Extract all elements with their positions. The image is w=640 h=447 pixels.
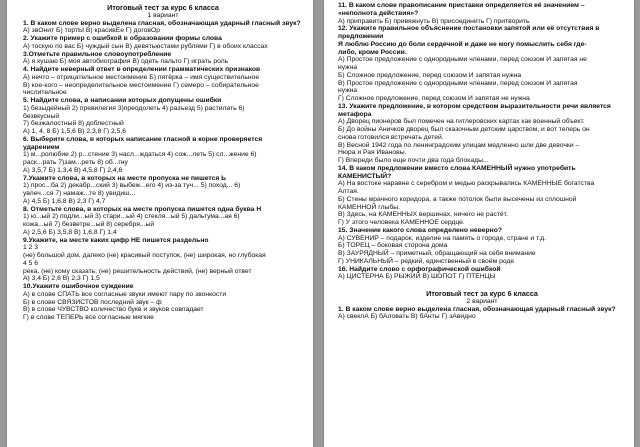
text-line: «неполнота действия»?	[338, 9, 419, 17]
text-line: КАМЕННОЙ глыбы.	[338, 203, 400, 211]
text-line: (не) большой дом, далеко (не) красивый поступок, (не) широкая, но глубокая	[23, 252, 266, 259]
text-line: В) в слове ЧУВСТВО количество букв и звуков совпадает	[23, 306, 204, 314]
text-line: либо, кроме России.	[338, 48, 407, 56]
text-line: 10.Укажите ошибочное суждение	[23, 283, 134, 290]
text-line: раск...рать 7)зам...реть 8) об...гну	[23, 159, 128, 166]
text-line: Г) У этого человека КАМЕННОЕ сердце.	[338, 219, 465, 226]
text-line: А) 3,4 Б) 2,6 В) 2,3 Г) 1,5	[23, 275, 100, 283]
text-line: 2 вариант	[466, 297, 498, 305]
text-line: Г) Впереди было еще почти два года блокады...	[338, 157, 489, 164]
text-line: КАМЕНИСТЫЙ?	[338, 172, 392, 180]
text-line: А) 4,5 Б) 1,6,8 В) 2,3 Г) 4,7	[23, 197, 106, 205]
document-page-left	[7, 0, 313, 447]
text-line: Б) ТОРЕЦ – боковая сторона дома	[338, 242, 448, 250]
text-line: Б) в слове СВЯЗИСТОВ последний звук – ф	[23, 298, 162, 306]
text-line: увлеч...ся 7) намаж...те 8) увидиш...	[23, 190, 136, 197]
text-line: В) Здесь, на КАМЕННЫХ вершинах, ничего не растёт.	[338, 211, 508, 219]
text-line: А) приправить Б) привяжнуть В) присоединить Г) притворить	[338, 17, 530, 25]
text-line: предложении	[338, 33, 384, 40]
text-line: 1 вариант	[147, 11, 179, 19]
text-line: 13. Укажите предложение, в котором средством выразительности речи является	[338, 102, 611, 110]
text-line: А) свеклА Б) бАловать В) бАнты Г) зАвидно	[338, 313, 476, 321]
text-line: метафора	[338, 110, 372, 118]
text-line: А) Простое предложение с однородными членами, перед союзом И запятая не	[338, 56, 587, 64]
text-line: 16. Найдите слово с орфографической ошибкой	[338, 265, 501, 273]
text-line: Б) Сложное предложение, перед союзом И запятая нужна	[338, 71, 522, 79]
document-page-right	[324, 0, 634, 447]
text-line: 1) прос...ба 2) декабр...ский 3) выбеж...его 4) из-за туч... 5) поход... 6)	[23, 182, 241, 190]
text-line: 7.Укажите слова, в которых на месте пропуска не пишется Ь	[23, 174, 227, 182]
text-line: 1. В каком слове верно выделена гласная, обозначающая ударный гласный звук?	[23, 19, 301, 27]
text-line: А) 1, 4, 8 Б) 1,5,6 В) 2,3,8 Г) 2,5,6	[23, 128, 127, 135]
text-line: 5. Найдите слова, в написании которых допущены ошибки	[23, 97, 222, 104]
text-line: 14. В каком предложении вместо слова КАМЕННЫЙ нужно употребить	[338, 164, 576, 172]
text-line: 1 2 3	[23, 244, 39, 252]
text-line: 7) безжалостный 8) доблестный	[23, 120, 124, 128]
text-line: 2. Укажите пример с ошибкой в образовании формы слова	[23, 35, 222, 42]
text-line: 4. Найдите неверный ответ в определении грамматических признаков	[23, 66, 261, 73]
text-line: А) ЦИСТЕРНА Б) РЫЖИЙ В) ШОПОТ Г) ПТЕНЦЫ	[338, 273, 496, 281]
text-line: 4 5 6	[23, 259, 39, 267]
text-line: А) звОнит Б) тортЫ В) красивЕе Г) договОр	[23, 27, 160, 35]
text-line: числительное	[23, 89, 67, 97]
text-line: А) нечто – отрицательное местоимение Б) пятёрка – имя существительное	[23, 73, 260, 81]
text-line: 12. Укажите правильное объяснение постановки запятой или её отсутствия в	[338, 25, 600, 33]
text-line: 1) ю...ый 2) подли...ый 3) стари...ый 4) стекля...ый 5) дальтума...ая 6)	[23, 213, 240, 221]
text-line: Нюра и Рая Ивановы.	[338, 149, 407, 157]
text-line: Алтая.	[338, 188, 359, 195]
text-line: А) СУВЕНИР – подарок, изделие на память о городе, стране и т.д.	[338, 234, 547, 242]
left-page-text	[23, 4, 303, 322]
test-title: Итоговый тест за курс 6 класса	[107, 3, 219, 12]
text-line: Б) До войны Аничков дворец был сказочным детским царством, и вот теперь он	[338, 126, 590, 133]
text-line: А) я кушаю Б) моя автобиография В) одеть пальто Г) играть роль	[23, 58, 229, 66]
text-line: Г) УНИКАЛЬНЫЙ – редкий, единственный в своём роде	[338, 257, 515, 265]
text-line: Г) в слове ТЕПЕРЬ все согласные мягкие	[23, 314, 154, 321]
text-line: река, (не) кому сказать; (не) решительность действий, (не) верный ответ	[23, 267, 252, 275]
text-line: снова готовился встречать детей.	[338, 133, 444, 141]
text-line: В) Весной 1942 года по ленинградским улицам медленно шли две девочки –	[338, 141, 580, 149]
text-line: 1. В каком слове верно выделена гласная, обозначающая ударный гласный звук?	[338, 305, 616, 313]
text-line: А) 3,5,7 Б) 1,3,4 В) 4,5,8 Г) 2,4,6	[23, 166, 123, 174]
text-line: ударением	[23, 143, 60, 151]
text-line: А) тоскую по вас Б) чуждый сын В) девятьюстами рублями Г) в обоих классах	[23, 42, 268, 50]
text-line: А) На востоке наравне с серебром и медью раскрывались КАМЕННЫЕ богатства	[338, 180, 595, 188]
text-line: 1) безыдейный 2) превилегия 3)преодолеть 4) разъезд 5) растилать 6)	[23, 104, 245, 112]
text-line: А) Дворец пионеров был помечен на гитлеровских картах как военный объект.	[338, 118, 585, 126]
text-line: кожа...ый 7) безветре...ый 8) серебря...ый	[23, 221, 155, 228]
text-line: 8. Отметьте слова, в которых на месте пропуска пишется одна буква Н	[23, 205, 262, 213]
text-line: 3.Отметьте правильное словоупотребление	[23, 50, 172, 58]
text-line: В) кое-кого – неопределительное местоимение Г) семеро – собирательное	[23, 81, 259, 89]
text-line: В) Простое предложение с однородными членами, перед союзом И запятая	[338, 79, 578, 87]
text-line: 11. В каком слове правописание приставки определяется её значением –	[338, 2, 585, 9]
text-line: 6. Выберите слова, в которых написание гласной в корне проверяется	[23, 135, 263, 143]
text-line: А) в слове СПАТЬ все согласные звуки имеют пару по звонкости	[23, 290, 227, 298]
text-line: Я люблю Россию до боли сердечной и даже не могу помыслить себя где-	[338, 40, 587, 48]
text-line: Г) Сложное предложение, перед союзом И запятая не нужна	[338, 95, 530, 102]
text-line: нужна	[338, 87, 358, 95]
test-title: Итоговый тест за курс 6 класса	[426, 289, 538, 298]
text-line: 15. Значение какого слова определено неверно?	[338, 226, 502, 234]
text-line: В) ЗАУРЯДНЫЙ – приметный, обращающий на себя внимание	[338, 250, 536, 257]
text-line: 1) м...ролюбие 2) р...стение 3) насл...ждаться 4) сож...леть 5) сл...жение 6)	[23, 151, 257, 159]
text-line: безвкусный	[23, 112, 60, 120]
text-line: Б) Стены мрачного коридора, а также потолок были высечены из сплошной	[338, 195, 577, 203]
right-page-text	[338, 2, 626, 321]
text-line: нужна	[338, 64, 358, 71]
text-line: 9.Укажите, на месте каких цифр НЕ пишется раздельно	[23, 236, 209, 244]
text-line: А) 2,5,6 Б) 3,5,8 В) 1,6,8 Г) 1,4	[23, 228, 117, 236]
